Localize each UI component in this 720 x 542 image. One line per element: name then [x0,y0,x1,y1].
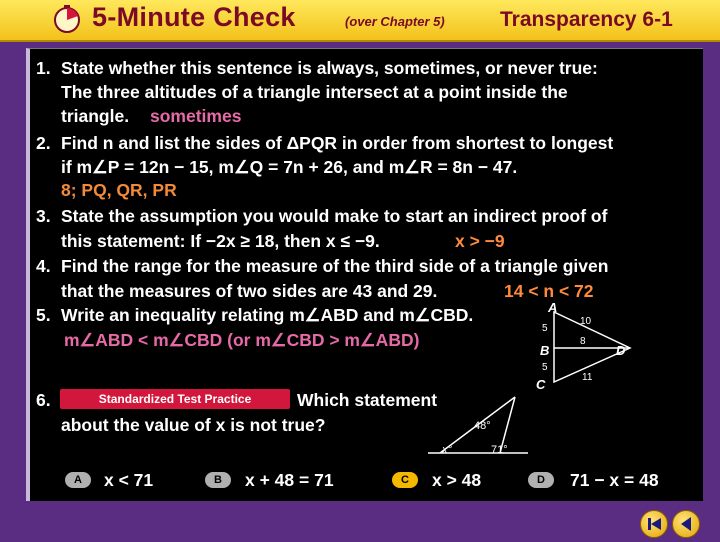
seg-ad-label: 10 [580,316,592,327]
page-subtitle: (over Chapter 5) [345,14,445,29]
seg-ab-label: 5 [542,323,548,334]
q1-text-line1: State whether this sentence is always, sometimes, or never true: [61,58,598,78]
angle-ext-label: 71° [491,444,508,456]
q6-text-line2: about the value of x is not true? [61,415,326,435]
seg-bc-label: 5 [542,362,548,373]
skip-back-icon [641,511,667,537]
q6-number: 6. [36,390,51,410]
seg-bd-label: 8 [580,336,586,347]
q1-text-line2: The three altitudes of a triangle intersect at a point inside the [61,82,568,102]
choice-d-text[interactable]: 71 − x = 48 [570,470,659,490]
angle-triangle-figure [420,395,535,465]
stopwatch-icon [52,4,82,34]
q3-number: 3. [36,206,51,226]
q5-number: 5. [36,305,51,325]
q2-text-line2: if m∠P = 12n − 15, m∠Q = 7n + 26, and m∠R = 8n − 47. [61,157,518,177]
choice-a-text[interactable]: x < 71 [104,470,154,490]
q4-text-line1: Find the range for the measure of the third side of a triangle given [61,256,609,276]
choice-b-text[interactable]: x + 48 = 71 [245,470,334,490]
page-title: 5-Minute Check [92,2,296,32]
q6-text-line1: Which statement [297,390,438,410]
seg-cd-label: 11 [582,372,593,383]
q2-number: 2. [36,133,51,153]
q4-answer: 14 < n < 72 [504,281,594,301]
q4-number: 4. [36,256,51,276]
choice-c-text[interactable]: x > 48 [432,470,482,490]
q5-text-line1: Write an inequality relating m∠ABD and m∠CBD. [61,305,474,325]
standardized-test-badge: Standardized Test Practice [60,389,290,409]
q5-answer: m∠ABD < m∠CBD (or m∠CBD > m∠ABD) [64,330,420,350]
angle-top-label: 48° [474,420,491,432]
q2-answer: 8; PQ, QR, PR [61,180,177,200]
q1-text-line3: triangle. [61,106,130,126]
header-bar [0,0,720,42]
q1-number: 1. [36,58,51,78]
triangle-abcd-figure [530,300,645,395]
first-slide-button[interactable] [640,510,668,538]
label-d: D [616,343,626,358]
q1-answer: sometimes [150,106,242,126]
q2-text-line1: Find n and list the sides of ΔPQR in order from shortest to longest [61,133,614,153]
back-arrow-icon [673,511,699,537]
transparency-label: Transparency 6-1 [500,8,673,31]
label-b: B [540,343,550,358]
choice-d-badge[interactable]: D [528,472,554,488]
q4-text-line2: that the measures of two sides are 43 and 29. [61,281,438,301]
back-button[interactable] [672,510,700,538]
q3-text-line2: this statement: If −2x ≥ 18, then x ≤ −9. [61,231,380,251]
angle-x-label: x° [442,444,452,456]
label-c: C [536,377,546,392]
q3-text-line1: State the assumption you would make to start an indirect proof of [61,206,608,226]
choice-c-badge[interactable]: C [392,472,418,488]
choice-a-badge[interactable]: A [65,472,91,488]
q3-answer: x > −9 [455,231,505,251]
choice-b-badge[interactable]: B [205,472,231,488]
label-a: A [548,300,558,315]
